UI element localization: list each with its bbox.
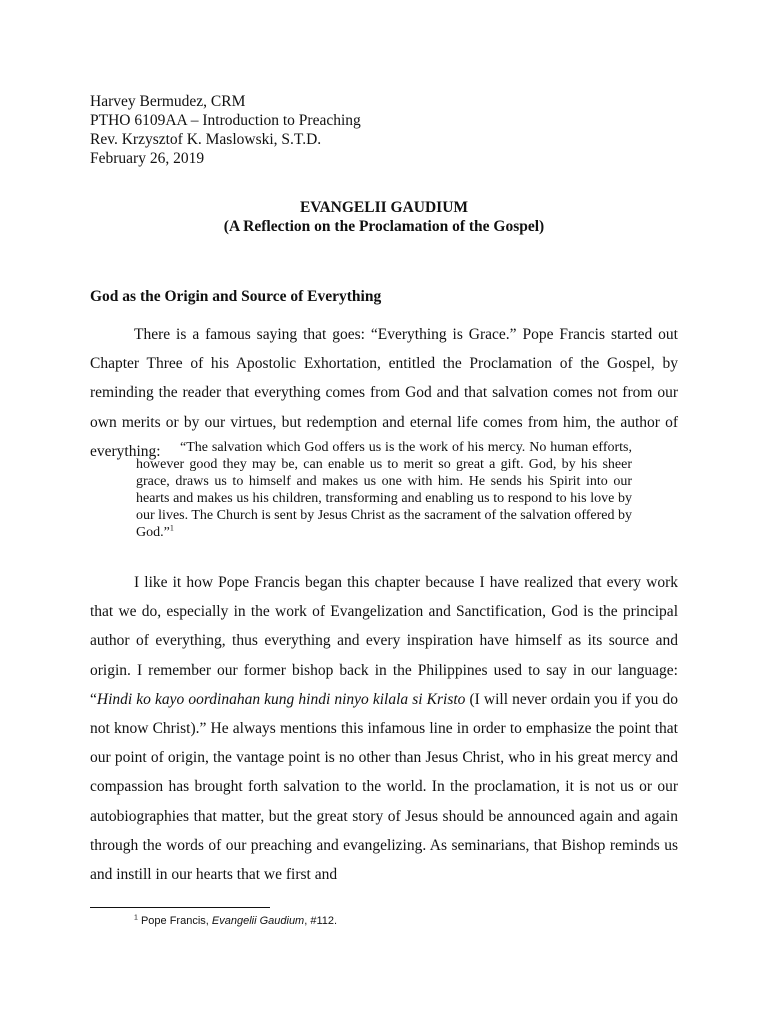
footnote: [134, 915, 337, 927]
date-line: February 26, 2019: [90, 150, 205, 167]
footnote-reference: 1: [169, 523, 174, 533]
footnote-suffix: , #112.: [304, 915, 338, 927]
footnote-divider: [90, 907, 270, 908]
header-block: [90, 92, 361, 168]
footnote-number: 1: [134, 914, 138, 922]
course-line: PTHO 6109AA – Introduction to Preaching: [90, 112, 361, 129]
quote-text: “The salvation which God offers us is the work of his mercy. No human efforts, however good they may be, can enable us to merit so great a gift. God, by his sheer grace, draws us to himself and makes us one with him. He sends his Spirit into our hearts and makes us his children, transforming and enabling us to respond to his love by our lives. The Church is sent by Jesus Christ as the sacrament of the salvation offered by God.”: [136, 440, 632, 540]
document-title: [0, 198, 768, 236]
paragraph-2: [90, 568, 678, 889]
professor-line: Rev. Krzysztof K. Maslowski, S.T.D.: [90, 131, 322, 148]
paragraph-2-italic-phrase: Hindi ko kayo oordinahan kung hindi ninyo kilala si Kristo: [96, 690, 466, 708]
paragraph-2-text-end: (I will never ordain you if you do not know Christ).” He always mentions this infamous line in order to emphasize the point that our point of origin, the vantage point is no other than Jesus Christ, who in his great mercy and compassion has brought forth salvation to the world. In the proclamation, it is not us or our autobiographies that matter, but the great story of Jesus should be announced again and again through the words of our preaching and evangelizing. As seminarians, that Bishop reminds us and instill in our hearts that we first and: [90, 690, 678, 884]
footnote-prefix: Pope Francis,: [140, 915, 212, 927]
title-subtitle: (A Reflection on the Proclamation of the Gospel): [223, 218, 545, 235]
author-line: Harvey Bermudez, CRM: [90, 93, 246, 110]
paragraph-2-text-start: I like it how Pope Francis began this chapter because I have realized that every work that we do, especially in the work of Evangelization and Sanctification, God is the principal author of everything, thus everything and every inspiration have himself as its source and origin. I remember our former bishop back in the Philippines used to say in our language: “: [90, 574, 678, 708]
paragraph-1-text: There is a famous saying that goes: “Everything is Grace.” Pope Francis started out Chapter Three of his Apostolic Exhortation, entitled the Proclamation of the Gospel, by reminding the reader that everything comes from God and that salvation comes not from our own merits or by our virtues, but redemption and eternal life comes from him, the author of everything:: [90, 326, 678, 460]
footnote-title: Evangelii Gaudium: [211, 915, 305, 927]
block-quote: [136, 439, 632, 541]
title-main: EVANGELII GAUDIUM: [299, 199, 469, 216]
section-heading: God as the Origin and Source of Everything: [90, 288, 382, 305]
